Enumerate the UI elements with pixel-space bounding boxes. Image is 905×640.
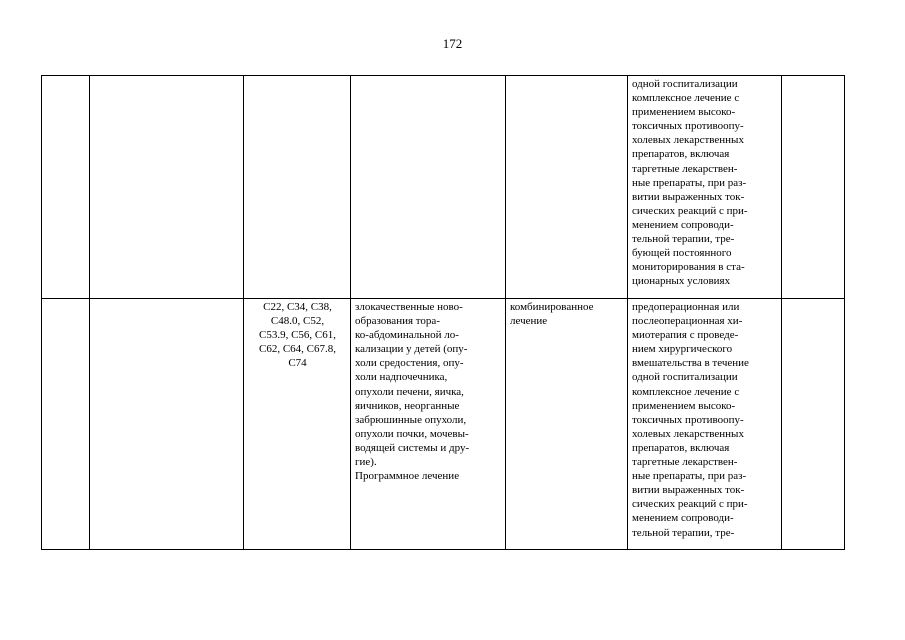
cell-profile	[90, 299, 244, 550]
cell-text-line: холевых лекарственных	[632, 427, 744, 440]
cell-icd-codes	[244, 299, 351, 550]
cell-text-line: токсичных противоопу-	[632, 120, 744, 133]
cell-text-line: нием хирургического	[632, 343, 733, 356]
cell-text-line: опухоли почки, мочевы-	[355, 427, 469, 440]
cell-text-line: комплексное лечение с	[632, 92, 740, 105]
table-row	[42, 299, 845, 550]
cell-text-line: комплексное лечение с	[632, 385, 740, 398]
cell-text-line: яичников, неорганные	[355, 399, 460, 412]
cell-text-line: применением высоко-	[632, 399, 736, 412]
cell-number	[42, 299, 90, 550]
treatment-table	[41, 75, 845, 550]
cell-text-line: препаратов, включая	[632, 441, 730, 454]
cell-diagnosis	[351, 299, 506, 550]
cell-text-line: ные препараты, при раз-	[632, 470, 747, 483]
cell-text-line: таргетные лекарствен-	[632, 456, 738, 469]
cell-diagnosis	[351, 76, 506, 299]
cell-text-line: тельной терапии, тре-	[632, 233, 735, 246]
cell-treatment-method	[628, 76, 782, 299]
cell-text-line: тельной терапии, тре-	[632, 526, 735, 539]
cell-text-line: C62, C64, C67.8,	[258, 343, 336, 356]
cell-text-line: вмешательства в течение	[632, 357, 749, 370]
cell-text-line: лечение	[510, 315, 548, 328]
cell-treatment-type	[506, 76, 628, 299]
cell-cost	[782, 76, 845, 299]
cell-text-line: применением высоко-	[632, 106, 736, 119]
cell-number	[42, 76, 90, 299]
cell-text-line: токсичных противоопу-	[632, 413, 744, 426]
cell-text-line: забрюшинные опухоли,	[355, 413, 467, 426]
cell-text-line: холевых лекарственных	[632, 134, 744, 147]
cell-text-line: образования тора-	[355, 315, 440, 328]
cell-profile	[90, 76, 244, 299]
cell-text-line: менением сопроводи-	[632, 512, 734, 525]
cell-text-line: сических реакций с при-	[632, 204, 748, 217]
cell-text-line: ные препараты, при раз-	[632, 176, 747, 189]
cell-text-line: предоперационная или	[632, 301, 740, 313]
cell-text-line: водящей системы и дру-	[355, 441, 470, 454]
cell-text-line: миотерапия с проведе-	[632, 329, 739, 342]
cell-text-line: ционарных условиях	[632, 275, 731, 288]
table-row	[42, 76, 845, 299]
cell-text-line: таргетные лекарствен-	[632, 162, 738, 175]
cell-text-line: C53.9, C56, C61,	[258, 329, 336, 342]
cell-text-line: холи надпочечника,	[355, 371, 448, 384]
cell-text-line: Программное лечение	[355, 470, 460, 483]
cell-treatment-method	[628, 299, 782, 550]
cell-treatment-type	[506, 299, 628, 550]
cell-text-line: злокачественные ново-	[355, 301, 463, 313]
cell-text-line: одной госпитализации	[632, 78, 738, 90]
cell-text-line: кализации у детей (опу-	[355, 343, 468, 356]
page-number: 172	[442, 36, 463, 51]
cell-text-line: гие).	[355, 456, 377, 469]
cell-text-line: менением сопроводи-	[632, 218, 734, 231]
cell-text-line: бующей постоянного	[632, 247, 732, 260]
cell-text-line: ко-абдоминальной ло-	[355, 329, 459, 342]
cell-icd-codes	[244, 76, 351, 299]
cell-text-line: витии выраженных ток-	[632, 190, 745, 203]
cell-text-line: одной госпитализации	[632, 371, 738, 384]
cell-text-line: C74	[288, 357, 307, 370]
cell-cost	[782, 299, 845, 550]
cell-text-line: мониторирования в ста-	[632, 261, 745, 274]
cell-text-line: C22, C34, C38,	[263, 301, 332, 313]
cell-text-line: сических реакций с при-	[632, 498, 748, 511]
cell-text-line: послеоперационная хи-	[632, 315, 743, 328]
cell-text-line: холи средостения, опу-	[355, 357, 464, 370]
cell-text-line: опухоли печени, яичка,	[355, 385, 464, 398]
cell-text-line: C48.0, C52,	[270, 315, 325, 328]
cell-text-line: препаратов, включая	[632, 148, 730, 161]
cell-text-line: витии выраженных ток-	[632, 484, 745, 497]
cell-text-line: комбинированное	[510, 301, 594, 313]
